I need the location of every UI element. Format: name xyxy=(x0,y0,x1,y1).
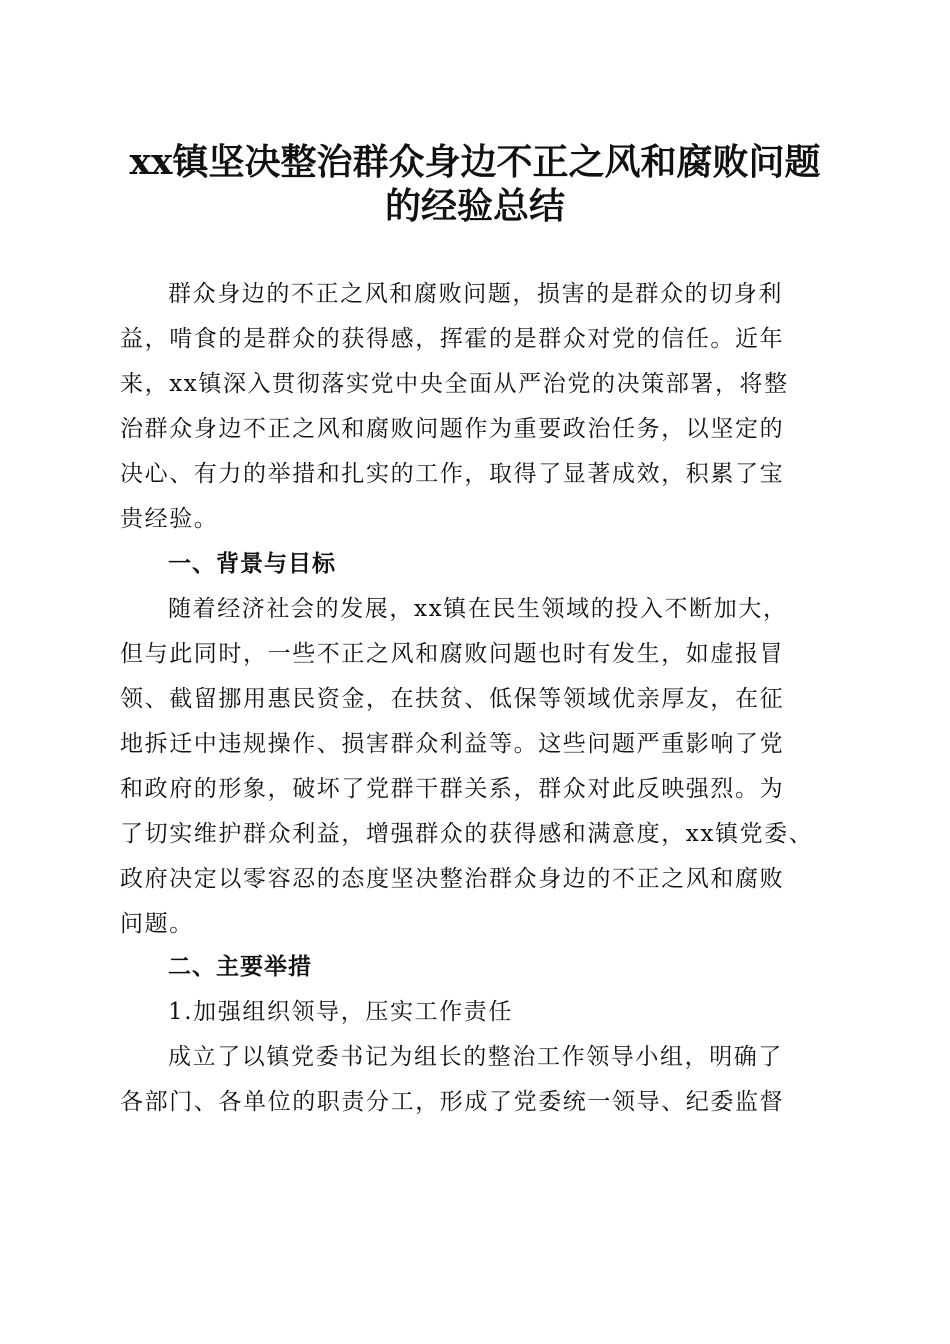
document-title-line-2: 的经验总结 xyxy=(384,185,565,227)
section-1 xyxy=(120,542,820,947)
paragraph-line: 益，啃食的是群众的获得感，挥霍的是群众对党的信任。近年 xyxy=(120,326,785,352)
intro-paragraph xyxy=(120,272,820,542)
paragraph-line: 治群众身边不正之风和腐败问题作为重要政治任务，以坚定的 xyxy=(120,416,785,442)
paragraph-line: 随着经济社会的发展，xx镇在民生领域的投入不断加大， xyxy=(168,596,788,622)
section-heading-measures: 二、主要举措 xyxy=(168,954,312,980)
paragraph-line: 问题。 xyxy=(120,911,194,937)
paragraph-line: 群众身边的不正之风和腐败问题，损害的是群众的切身利 xyxy=(168,281,783,307)
paragraph-line: 地拆迁中违规操作、损害群众利益等。这些问题严重影响了党 xyxy=(120,731,785,757)
section-heading-background: 一、背景与目标 xyxy=(168,551,336,577)
document-title-line-1: xx镇坚决整治群众身边不正之风和腐败问题 xyxy=(129,141,821,183)
paragraph-line: 决心、有力的举措和扎实的工作，取得了显著成效，积累了宝 xyxy=(120,461,785,487)
paragraph-line: 了切实维护群众利益，增强群众的获得感和满意度，xx镇党委、 xyxy=(120,821,814,847)
paragraph-line: 领、截留挪用惠民资金，在扶贫、低保等领域优亲厚友，在征 xyxy=(120,686,785,712)
paragraph-line: 成立了以镇党委书记为组长的整治工作领导小组，明确了 xyxy=(168,1044,783,1070)
paragraph-line: 和政府的形象，破坏了党群干群关系，群众对此反映强烈。为 xyxy=(120,776,785,802)
paragraph-line: 来，xx镇深入贯彻落实党中央全面从严治党的决策部署，将整 xyxy=(120,371,789,397)
paragraph-line: 政府决定以零容忍的态度坚决整治群众身边的不正之风和腐败 xyxy=(120,866,785,892)
paragraph-line: 但与此同时，一些不正之风和腐败问题也时有发生，如虚报冒 xyxy=(120,641,785,667)
section-2 xyxy=(120,945,820,1125)
paragraph-line: 贵经验。 xyxy=(120,506,219,532)
subsection-heading: 1.加强组织领导，压实工作责任 xyxy=(168,999,513,1025)
paragraph-line: 各部门、各单位的职责分工，形成了党委统一领导、纪委监督 xyxy=(120,1089,785,1115)
